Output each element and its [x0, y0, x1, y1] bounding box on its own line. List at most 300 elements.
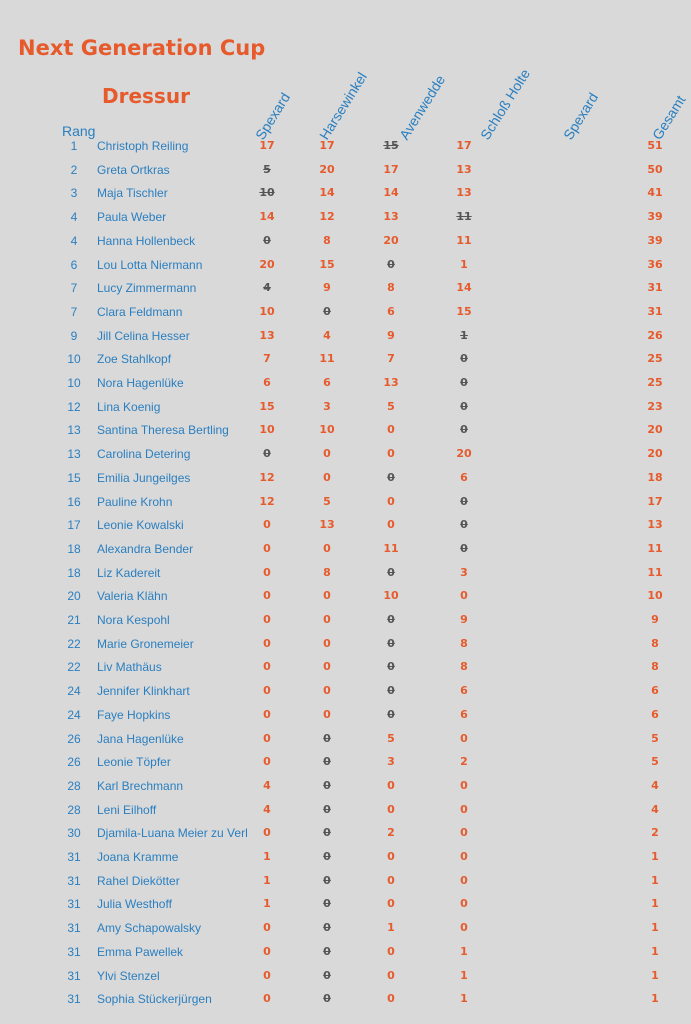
score-cell: 15	[259, 399, 275, 413]
rank-cell: 12	[67, 399, 81, 414]
rank-cell: 31	[67, 850, 81, 864]
table-row	[0, 539, 691, 561]
rider-name-cell: Julia Westhoff	[97, 897, 172, 912]
score-cell: 0	[323, 613, 331, 626]
score-cell: 13	[456, 162, 472, 176]
table-row	[0, 278, 691, 300]
rank-cell: 1	[70, 139, 78, 153]
score-cell: 1	[263, 873, 271, 887]
rank-cell: 31	[67, 873, 81, 888]
score-cell: 3	[323, 399, 331, 413]
score-cell: 1	[387, 921, 395, 935]
table-row	[0, 231, 691, 253]
rank-cell: 28	[67, 778, 81, 793]
rider-name-cell: Valeria Klähn	[97, 589, 168, 604]
score-cell: 0	[323, 447, 331, 461]
score-cell: 0	[387, 992, 395, 1006]
table-row	[0, 657, 691, 679]
rank-cell: 26	[67, 731, 81, 746]
table-row	[0, 207, 691, 229]
total-cell: 1	[651, 992, 659, 1006]
table-row	[0, 634, 691, 656]
table-row	[0, 255, 691, 277]
score-cell: 4	[323, 328, 331, 342]
rank-cell: 13	[67, 447, 81, 462]
score-cell: 0	[460, 399, 468, 413]
table-row	[0, 610, 691, 632]
score-cell: 12	[259, 470, 275, 484]
score-cell: 0	[323, 541, 331, 555]
total-cell: 10	[647, 589, 663, 603]
table-row	[0, 918, 691, 940]
total-cell: 4	[651, 778, 659, 792]
score-cell: 8	[387, 281, 395, 295]
score-cell: 17	[383, 162, 399, 176]
rider-name-cell: Liz Kadereit	[97, 565, 161, 580]
score-cell: 0	[460, 778, 468, 792]
rank-cell: 16	[67, 494, 81, 509]
rider-name-cell: Paula Weber	[97, 210, 167, 225]
rank-cell: 22	[67, 660, 81, 675]
score-cell: 0	[387, 660, 395, 674]
score-cell: 17	[456, 139, 472, 152]
score-cell: 14	[319, 186, 335, 200]
score-cell: 0	[387, 565, 395, 579]
rider-name-cell: Liv Mathäus	[97, 660, 162, 675]
table-row	[0, 136, 691, 158]
rider-name-cell: Pauline Krohn	[97, 494, 173, 509]
score-cell: 11	[383, 541, 399, 555]
total-cell: 31	[647, 304, 663, 318]
score-cell: 8	[460, 660, 468, 674]
score-cell: 6	[323, 376, 331, 389]
table-row	[0, 942, 691, 964]
score-cell: 0	[387, 447, 395, 461]
score-cell: 0	[460, 541, 468, 555]
table-row	[0, 800, 691, 822]
total-cell: 50	[647, 162, 663, 176]
total-cell: 5	[651, 731, 659, 745]
score-cell: 8	[323, 565, 331, 579]
total-cell: 1	[651, 850, 659, 863]
rider-name-cell: Lucy Zimmermann	[97, 281, 197, 296]
rank-cell: 30	[67, 826, 81, 841]
rank-cell: 4	[70, 210, 78, 225]
score-cell: 0	[323, 589, 331, 603]
score-cell: 17	[319, 139, 335, 152]
total-cell: 13	[647, 518, 663, 532]
score-cell: 13	[259, 328, 275, 342]
table-row	[0, 349, 691, 371]
score-cell: 0	[460, 826, 468, 840]
score-cell: 0	[387, 684, 395, 698]
table-row	[0, 966, 691, 988]
score-cell: 0	[323, 755, 331, 769]
table-row	[0, 871, 691, 893]
score-cell: 14	[259, 210, 275, 224]
score-cell: 1	[263, 850, 271, 863]
rank-cell: 31	[67, 944, 81, 959]
rider-name-cell: Nora Kespohl	[97, 613, 170, 627]
score-cell: 0	[323, 802, 331, 816]
score-cell: 0	[323, 944, 331, 958]
total-cell: 6	[651, 684, 659, 698]
score-cell: 10	[383, 589, 399, 603]
total-cell: 39	[647, 210, 663, 224]
score-cell: 0	[263, 944, 271, 958]
rider-name-cell: Marie Gronemeier	[97, 636, 194, 651]
total-cell: 41	[647, 186, 663, 200]
total-cell: 39	[647, 233, 663, 247]
score-cell: 6	[460, 470, 468, 484]
score-cell: 0	[323, 968, 331, 982]
score-cell: 0	[263, 636, 271, 650]
page-title: Next Generation Cup	[18, 36, 266, 60]
rider-name-cell: Lina Koenig	[97, 399, 161, 414]
rider-name-cell: Jana Hagenlüke	[97, 731, 184, 746]
score-cell: 1	[460, 992, 468, 1006]
score-cell: 0	[460, 850, 468, 863]
total-cell: 25	[647, 352, 663, 366]
score-cell: 0	[323, 731, 331, 745]
score-cell: 0	[323, 684, 331, 698]
rank-cell: 31	[67, 968, 81, 983]
score-cell: 14	[456, 281, 472, 295]
rank-cell: 20	[67, 589, 81, 604]
total-cell: 1	[651, 944, 659, 958]
rank-cell: 6	[70, 257, 78, 272]
table-row	[0, 563, 691, 585]
score-cell: 3	[460, 565, 468, 579]
total-cell: 5	[651, 755, 659, 769]
total-cell: 2	[651, 826, 659, 840]
score-cell: 0	[387, 470, 395, 484]
rank-cell: 3	[70, 186, 78, 201]
score-cell: 15	[456, 304, 472, 318]
score-cell: 0	[263, 447, 271, 461]
score-cell: 0	[387, 257, 395, 271]
score-cell: 0	[460, 494, 468, 508]
total-cell: 31	[647, 281, 663, 295]
rank-cell: 10	[67, 376, 81, 390]
score-cell: 0	[263, 968, 271, 982]
score-cell: 6	[263, 376, 271, 389]
table-row	[0, 681, 691, 703]
rank-cell: 17	[67, 518, 81, 533]
score-cell: 9	[387, 328, 395, 342]
score-cell: 0	[387, 968, 395, 982]
total-cell: 11	[647, 541, 663, 555]
score-cell: 15	[383, 139, 399, 152]
table-row	[0, 515, 691, 537]
rank-cell: 4	[70, 233, 78, 248]
total-cell: 17	[647, 494, 663, 508]
score-cell: 0	[323, 707, 331, 721]
table-row	[0, 492, 691, 514]
rank-column-header: Rang	[62, 123, 96, 139]
score-cell: 0	[387, 897, 395, 911]
score-cell: 14	[383, 186, 399, 200]
score-cell: 0	[323, 921, 331, 935]
score-cell: 5	[387, 399, 395, 413]
score-cell: 1	[460, 328, 468, 342]
score-cell: 0	[263, 707, 271, 721]
score-cell: 12	[259, 494, 275, 508]
rider-name-cell: Zoe Stahlkopf	[97, 352, 172, 367]
score-cell: 0	[460, 376, 468, 389]
rider-name-cell: Amy Schapowalsky	[97, 921, 202, 936]
rider-name-cell: Emilia Jungeilges	[97, 470, 191, 485]
score-cell: 0	[460, 802, 468, 816]
rider-name-cell: Carolina Detering	[97, 447, 191, 462]
rank-cell: 21	[67, 613, 81, 627]
column-header-gesamt: Gesamt	[649, 92, 689, 143]
page-subtitle: Dressur	[102, 84, 190, 108]
score-cell: 0	[460, 731, 468, 745]
rank-cell: 15	[67, 470, 81, 485]
total-cell: 1	[651, 921, 659, 935]
score-cell: 4	[263, 778, 271, 792]
score-cell: 10	[259, 304, 275, 318]
score-cell: 0	[387, 518, 395, 532]
score-cell: 0	[263, 589, 271, 603]
rank-cell: 24	[67, 684, 81, 699]
score-cell: 1	[460, 944, 468, 958]
total-cell: 11	[647, 565, 663, 579]
rank-cell: 10	[67, 352, 81, 367]
score-cell: 6	[387, 304, 395, 318]
rank-cell: 2	[70, 162, 78, 177]
score-cell: 5	[323, 494, 331, 508]
score-cell: 5	[387, 731, 395, 745]
score-cell: 0	[387, 707, 395, 721]
table-row	[0, 373, 691, 395]
rider-name-cell: Clara Feldmann	[97, 304, 183, 319]
score-cell: 0	[323, 470, 331, 484]
rank-cell: 7	[70, 304, 78, 319]
score-cell: 0	[323, 850, 331, 863]
rank-cell: 7	[70, 281, 78, 296]
score-cell: 12	[319, 210, 335, 224]
column-header-avenwedde: Avenwedde	[396, 72, 449, 143]
score-cell: 0	[323, 304, 331, 318]
score-cell: 9	[323, 281, 331, 295]
score-cell: 0	[263, 921, 271, 935]
score-cell: 10	[259, 186, 275, 200]
score-cell: 1	[460, 968, 468, 982]
rider-name-cell: Faye Hopkins	[97, 707, 171, 722]
rider-name-cell: Leni Eilhoff	[97, 802, 157, 817]
total-cell: 1	[651, 968, 659, 982]
score-cell: 0	[460, 873, 468, 887]
rider-name-cell: Joana Kramme	[97, 850, 179, 864]
table-row	[0, 420, 691, 442]
score-cell: 0	[460, 518, 468, 532]
rank-cell: 18	[67, 541, 81, 556]
score-cell: 17	[259, 139, 275, 152]
table-row	[0, 752, 691, 774]
score-cell: 0	[460, 897, 468, 911]
rider-name-cell: Greta Ortkras	[97, 162, 170, 177]
total-cell: 36	[647, 257, 663, 271]
score-cell: 11	[456, 210, 472, 224]
rider-name-cell: Jennifer Klinkhart	[97, 684, 190, 699]
table-row	[0, 160, 691, 182]
rank-cell: 31	[67, 921, 81, 936]
total-cell: 20	[647, 447, 663, 461]
score-cell: 0	[460, 352, 468, 366]
score-cell: 8	[323, 233, 331, 247]
table-row	[0, 823, 691, 845]
rider-name-cell: Ylvi Stenzel	[97, 968, 160, 983]
score-cell: 1	[263, 897, 271, 911]
rank-cell: 31	[67, 992, 81, 1007]
score-cell: 0	[263, 731, 271, 745]
score-cell: 10	[319, 423, 335, 437]
rider-name-cell: Hanna Hollenbeck	[97, 233, 196, 248]
rank-cell: 9	[70, 328, 78, 343]
score-cell: 0	[323, 826, 331, 840]
rider-name-cell: Santina Theresa Bertling	[97, 423, 229, 438]
score-cell: 0	[323, 778, 331, 792]
score-cell: 0	[263, 755, 271, 769]
score-cell: 0	[460, 423, 468, 437]
score-cell: 0	[387, 778, 395, 792]
rank-cell: 13	[67, 423, 81, 438]
rider-name-cell: Lou Lotta Niermann	[97, 257, 203, 272]
score-cell: 6	[460, 684, 468, 698]
score-cell: 13	[319, 518, 335, 532]
score-cell: 0	[323, 897, 331, 911]
score-cell: 2	[460, 755, 468, 769]
score-cell: 13	[456, 186, 472, 200]
total-cell: 1	[651, 873, 659, 887]
table-row	[0, 894, 691, 916]
score-cell: 20	[319, 162, 335, 176]
column-header-schloss-holte: Schloß Holte	[477, 66, 534, 143]
score-cell: 4	[263, 281, 271, 295]
rank-cell: 24	[67, 707, 81, 722]
score-cell: 0	[263, 565, 271, 579]
score-cell: 0	[387, 636, 395, 650]
table-row	[0, 729, 691, 751]
rank-cell: 31	[67, 897, 81, 912]
score-cell: 20	[456, 447, 472, 461]
rank-cell: 26	[67, 755, 81, 770]
rank-cell: 22	[67, 636, 81, 651]
total-cell: 51	[647, 139, 663, 152]
score-cell: 0	[323, 636, 331, 650]
score-cell: 10	[259, 423, 275, 437]
score-cell: 0	[263, 684, 271, 698]
score-cell: 0	[387, 873, 395, 887]
score-cell: 0	[387, 802, 395, 816]
total-cell: 18	[647, 470, 663, 484]
score-cell: 0	[323, 873, 331, 887]
column-header-harsewinkel: Harsewinkel	[316, 69, 370, 143]
rider-name-cell: Nora Hagenlüke	[97, 376, 184, 390]
score-cell: 0	[323, 992, 331, 1006]
rider-name-cell: Leonie Töpfer	[97, 755, 171, 770]
rider-name-cell: Alexandra Bender	[97, 541, 194, 556]
score-cell: 0	[460, 921, 468, 935]
column-header-spexard-1: Spexard	[252, 89, 294, 143]
total-cell: 8	[651, 636, 659, 650]
rider-name-cell: Leonie Kowalski	[97, 518, 184, 533]
score-cell: 0	[323, 660, 331, 674]
table-row	[0, 183, 691, 205]
total-cell: 4	[651, 802, 659, 816]
rank-cell: 28	[67, 802, 81, 817]
rider-name-cell: Sophia Stückerjürgen	[97, 992, 212, 1007]
score-cell: 2	[387, 826, 395, 840]
score-cell: 0	[387, 423, 395, 437]
score-cell: 0	[460, 589, 468, 603]
score-cell: 15	[319, 257, 335, 271]
score-cell: 0	[387, 944, 395, 958]
score-cell: 7	[263, 352, 271, 366]
score-cell: 0	[263, 613, 271, 626]
total-cell: 1	[651, 897, 659, 911]
rider-name-cell: Rahel Diekötter	[97, 873, 180, 888]
rider-name-cell: Emma Pawellek	[97, 944, 184, 959]
table-row	[0, 586, 691, 608]
total-cell: 26	[647, 328, 663, 342]
rank-cell: 18	[67, 565, 81, 580]
score-cell: 1	[460, 257, 468, 271]
table-row	[0, 302, 691, 324]
total-cell: 25	[647, 376, 663, 389]
score-cell: 0	[387, 613, 395, 626]
table-row	[0, 444, 691, 466]
score-cell: 0	[387, 494, 395, 508]
score-cell: 20	[259, 257, 275, 271]
score-cell: 4	[263, 802, 271, 816]
table-row	[0, 397, 691, 419]
table-row	[0, 326, 691, 348]
score-cell: 0	[263, 992, 271, 1006]
score-cell: 13	[383, 210, 399, 224]
score-cell: 8	[460, 636, 468, 650]
column-header-spexard-2: Spexard	[560, 89, 602, 143]
score-cell: 0	[263, 233, 271, 247]
table-row	[0, 989, 691, 1011]
table-row	[0, 847, 691, 869]
score-cell: 6	[460, 707, 468, 721]
rider-name-cell: Maja Tischler	[97, 186, 168, 201]
total-cell: 20	[647, 423, 663, 437]
score-cell: 11	[456, 233, 472, 247]
score-cell: 9	[460, 613, 468, 626]
rider-name-cell: Karl Brechmann	[97, 778, 184, 793]
score-cell: 0	[263, 518, 271, 532]
score-cell: 0	[387, 850, 395, 863]
score-cell: 13	[383, 376, 399, 389]
rider-name-cell: Djamila-Luana Meier zu Verl	[97, 826, 248, 841]
total-cell: 9	[651, 613, 659, 626]
total-cell: 8	[651, 660, 659, 674]
table-row	[0, 468, 691, 490]
score-cell: 7	[387, 352, 395, 366]
total-cell: 6	[651, 707, 659, 721]
rider-name-cell: Christoph Reiling	[97, 139, 189, 153]
table-row	[0, 776, 691, 798]
score-cell: 0	[263, 660, 271, 674]
score-cell: 3	[387, 755, 395, 769]
score-cell: 20	[383, 233, 399, 247]
score-cell: 0	[263, 541, 271, 555]
total-cell: 23	[647, 399, 663, 413]
